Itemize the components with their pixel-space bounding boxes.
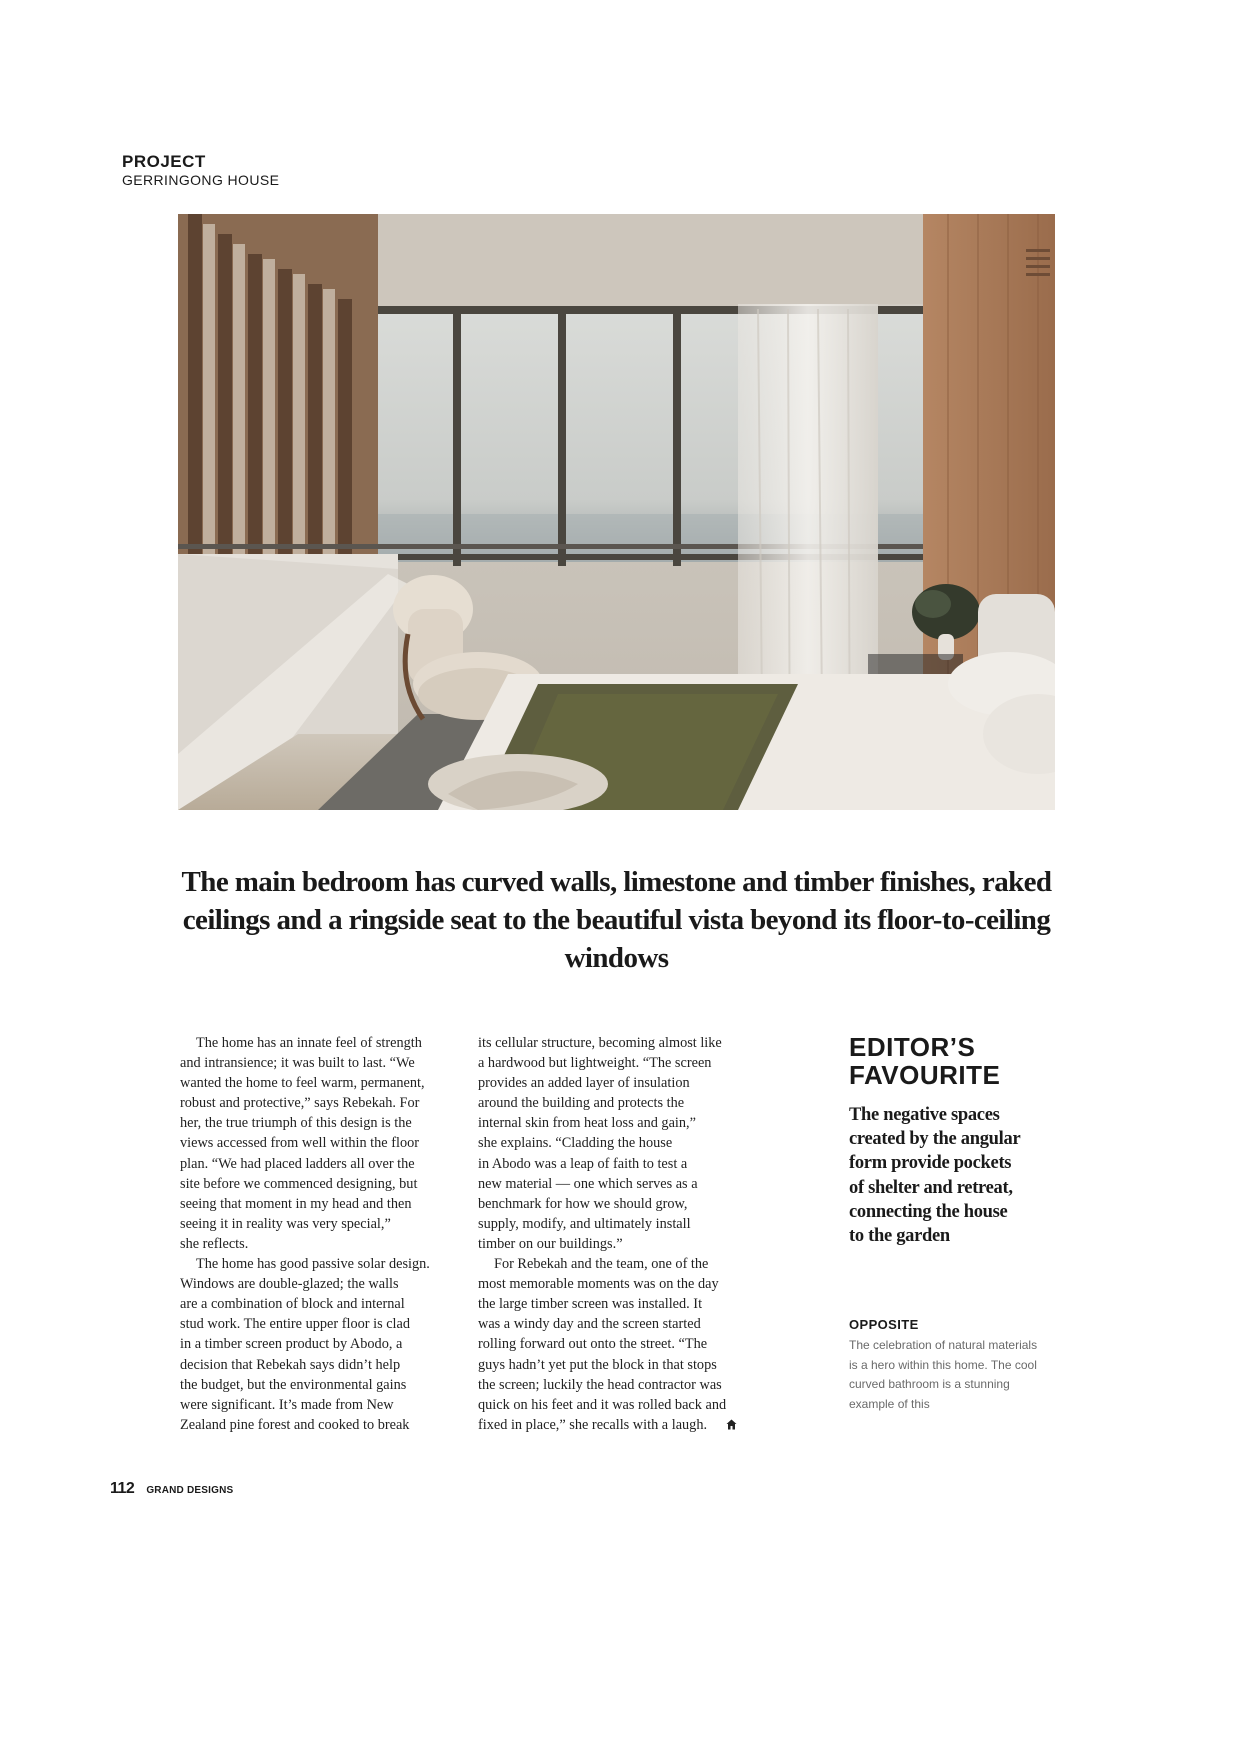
- page-footer: [110, 1480, 233, 1498]
- editors-favourite: [849, 1033, 1059, 1248]
- opposite-caption-text: The celebration of natural materials is a hero within this home. The cool curved bathroom is a stunning example of this: [849, 1338, 1038, 1411]
- article-paragraph: [478, 1254, 753, 1436]
- section-label: PROJECT: [122, 152, 206, 171]
- opposite-caption-title: OPPOSITE: [849, 1317, 919, 1332]
- article-column-1: [180, 1033, 455, 1435]
- magazine-name: GRAND DESIGNS: [146, 1485, 234, 1496]
- section-kicker: [122, 153, 279, 188]
- article-paragraph: The home has good passive solar design. Windows are double-glazed; the walls are a combination of block and internal stud work. The entire upper floor is clad in a timber screen product by Abodo, a decision that Rebekah says didn’t help the budget, but the environmental gains were significant. It’s made from New Zealand pine forest and cooked to break: [180, 1256, 430, 1433]
- article-paragraph: its cellular structure, becoming almost like a hardwood but lightweight. “The screen provides an added layer of insulation around the building and protects the internal skin from heat loss and gain,” she explains. “Cladding the house in Abodo was a leap of faith to test a new material — one which serves as a benchmark for how we should grow, supply, modify, and ultimately install timber on our buildings.”: [478, 1035, 722, 1252]
- main-bedroom-photo: [178, 214, 1055, 810]
- page-number: 112: [110, 1480, 135, 1497]
- house-icon: [710, 1416, 737, 1436]
- article-paragraph: The home has an innate feel of strength and intransience; it was built to last. “We wanted the home to feel warm, permanent, robust and protective,” says Rebekah. For her, the true triumph of this design is the views accessed from well within the floor plan. “We had placed ladders all over the site before we commenced designing, but seeing that moment in my head and then seeing it in reality was very special,” she reflects.: [180, 1035, 425, 1252]
- article-paragraph-text: For Rebekah and the team, one of the most memorable moments was on the day the large timber screen was installed. It was a windy day and the screen started rolling forward out onto the street. “The guys hadn’t yet put the block in that stops the screen; luckily the head contractor was quick on his feet and it was rolled back and fixed in place,” she recalls with a laugh.: [478, 1256, 727, 1433]
- pull-quote: The main bedroom has curved walls, limestone and timber finishes, raked ceilings and a ringside seat to the beautiful vista beyond its floor-to-ceiling windows: [181, 866, 1052, 974]
- article-column-2: [478, 1033, 753, 1436]
- editors-favourite-text: The negative spaces created by the angular form provide pockets of shelter and retreat, connecting the house to the garden: [849, 1105, 1021, 1247]
- opposite-caption: [849, 1317, 1059, 1414]
- project-name: GERRINGONG HOUSE: [122, 171, 280, 188]
- editors-favourite-title: EDITOR’S FAVOURITE: [849, 1032, 1001, 1090]
